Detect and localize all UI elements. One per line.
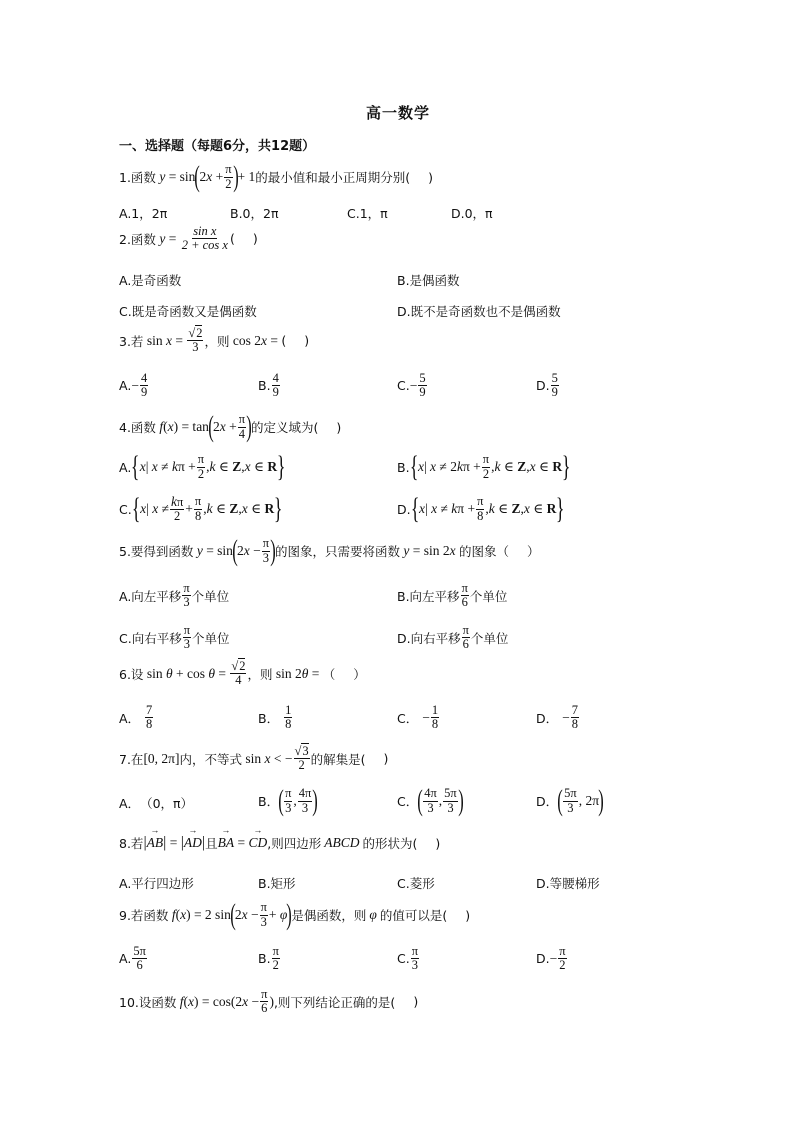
q9-option-c[interactable]: C. $\frac{\pi}{3}$ [397, 944, 419, 973]
question-6: 6.设 sin θ + cos θ = $\frac{√2}{4}$ ，则 sin 2θ = （ ） [119, 659, 366, 688]
section-heading: 一、选择题（每题6分，共12题） [119, 139, 316, 154]
question-9: 9.若函数 f (x) = 2 sin ( 2x − $\frac{\pi}{3}$ + φ ) 是偶函数，则 φ 的值可以是( ) [119, 898, 471, 931]
q6-option-b[interactable]: B． $\frac{1}{8}$ [258, 703, 292, 732]
question-1-prefix: 1.函数 [119, 170, 156, 185]
question-8: 8.若 |→ AB| = |→ AD| 且 → BA = → CD ,则四边形 ABCD 的形状为( ) [119, 834, 440, 852]
question-7: 7.在 [0, 2π] 内，不等式 sin x < − $\frac{√3}{2}$ 的解集是( ) [119, 744, 389, 773]
q6-option-a[interactable]: A． $\frac{7}{8}$ [119, 703, 153, 732]
q3-option-a[interactable]: A. − $\frac{4}{9}$ [119, 371, 148, 400]
q8-option-c[interactable]: C.菱形 [397, 876, 435, 891]
q5-option-c[interactable]: C.向右平移 $\frac{\pi}{3}$ 个单位 [119, 623, 230, 652]
q1-option-c[interactable]: C.1，π [347, 206, 388, 221]
q5-option-b[interactable]: B.向左平移 $\frac{\pi}{6}$ 个单位 [397, 581, 508, 610]
page-title: 高一数学 [366, 104, 431, 122]
q4-option-a[interactable]: A. { x | x ≠ kπ + $\frac{\pi}{2}$ ,k ∈ Z,x ∈ R } [119, 450, 286, 483]
q1-option-d[interactable]: D.0，π [451, 206, 493, 221]
q1-option-b[interactable]: B.0，2π [230, 206, 279, 221]
q7-option-b[interactable]: B． ( $\frac{\pi}{3}$ , $\frac{4\pi}{3}$ ) [258, 784, 319, 817]
q8-option-b[interactable]: B.矩形 [258, 876, 296, 891]
q1-option-a[interactable]: A.1，2π [119, 206, 168, 221]
q5-option-d[interactable]: D.向右平移 $\frac{\pi}{6}$ 个单位 [397, 623, 509, 652]
q4-option-b[interactable]: B. { x | x ≠ 2kπ + $\frac{\pi}{2}$ ,k ∈ Z,x ∈ R } [397, 450, 571, 483]
q4-option-d[interactable]: D. { x | x ≠ kπ + $\frac{\pi}{8}$ ,k ∈ Z,x ∈ R } [397, 492, 565, 525]
q9-option-a[interactable]: A. $\frac{5\pi}{6}$ [119, 944, 146, 973]
q2-option-a[interactable]: A.是奇函数 [119, 273, 182, 288]
q3-option-d[interactable]: D. $\frac{5}{9}$ [536, 371, 558, 400]
q5-option-a[interactable]: A.向左平移 $\frac{\pi}{3}$ 个单位 [119, 581, 230, 610]
q9-option-b[interactable]: B. $\frac{\pi}{2}$ [258, 944, 279, 973]
q9-option-d[interactable]: D. − $\frac{\pi}{2}$ [536, 944, 566, 973]
q7-option-a[interactable]: A． （0，π） [119, 796, 194, 811]
q3-option-c[interactable]: C. − $\frac{5}{9}$ [397, 371, 426, 400]
q7-option-c[interactable]: C． ( $\frac{4\pi}{3}$ , $\frac{5\pi}{3}$ ) [397, 784, 464, 817]
question-1: 1.函数 y = sin ( 2x + $\frac{\pi}{2}$ ) + 1 的最小值和最小正周期分别( ) [119, 160, 434, 193]
question-2: 2.函数 y = $\frac{\text{sin x}}{\text{2 + cos x}}$ ( ) [119, 224, 258, 253]
question-5: 5.要得到函数 y = sin ( 2x − $\frac{\pi}{3}$ ) 的图象，只需要将函数 y = sin 2x 的图象（ ） [119, 534, 540, 567]
question-3: 3.若 sin x = $\frac{√2}{3}$ ，则 cos 2x = ( ) [119, 326, 310, 355]
q3-option-b[interactable]: B. $\frac{4}{9}$ [258, 371, 279, 400]
q8-option-a[interactable]: A.平行四边形 [119, 876, 194, 891]
q4-option-c[interactable]: C. { x | x ≠ $\frac{k\pi}{2}$ + $\frac{\pi}{8}$ ,k ∈ Z,x ∈ R } [119, 492, 283, 525]
q2-option-d[interactable]: D.既不是奇函数也不是偶函数 [397, 304, 561, 319]
q2-option-c[interactable]: C.既是奇函数又是偶函数 [119, 304, 257, 319]
question-1-suffix: 的最小值和最小正周期分别( [255, 170, 411, 185]
q6-option-c[interactable]: C． − $\frac{1}{8}$ [397, 703, 439, 732]
question-10: 10.设函数 f (x) = cos(2x − $\frac{\pi}{6}$ ) ,则下列结论正确的是( ) [119, 987, 419, 1016]
question-4: 4.函数 f (x) = tan ( 2x + $\frac{\pi}{4}$ ) 的定义域为( ) [119, 410, 342, 443]
q2-option-b[interactable]: B.是偶函数 [397, 273, 460, 288]
q7-option-d[interactable]: D． ( $\frac{5\pi}{3}$ , 2π ) [536, 784, 604, 817]
q6-option-d[interactable]: D． − $\frac{7}{8}$ [536, 703, 578, 732]
q8-option-d[interactable]: D.等腰梯形 [536, 876, 600, 891]
